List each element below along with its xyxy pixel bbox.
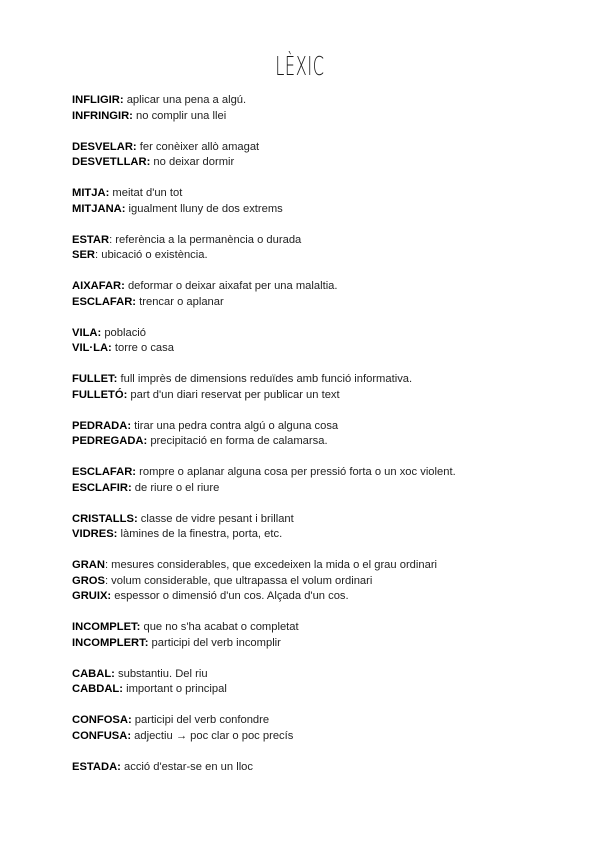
glossary-entry <box>72 558 582 574</box>
glossary-group <box>72 279 582 310</box>
entry-definition: : referència a la permanència o durada <box>109 233 302 246</box>
glossary-group <box>72 93 582 124</box>
glossary-group <box>72 233 582 264</box>
glossary-entry <box>72 574 582 590</box>
glossary-entry <box>72 202 582 218</box>
entry-definition: full imprès de dimensions reduïdes amb funció informativa. <box>117 373 413 385</box>
glossary-entry <box>72 93 582 109</box>
entry-definition: classe de vidre pesant i brillant <box>137 512 294 525</box>
entry-term: ESTADA: <box>72 760 121 773</box>
entry-term: VIL·LA: <box>72 342 112 354</box>
entry-term: GRAN <box>72 559 105 571</box>
entry-term: INFRINGIR: <box>72 109 133 122</box>
entry-term: CONFUSA: <box>72 729 132 742</box>
entry-definition: acció d'estar-se en un lloc <box>120 760 253 773</box>
glossary-group <box>72 419 582 450</box>
entry-term: INFLIGIR: <box>72 94 124 106</box>
glossary-group <box>72 512 582 543</box>
glossary-entry <box>72 465 582 481</box>
glossary-entry <box>72 682 582 698</box>
entry-term: DESVETLLAR: <box>72 156 151 168</box>
entry-term: DESVELAR: <box>72 140 137 153</box>
glossary-entry <box>72 372 582 388</box>
glossary-entry <box>72 419 582 435</box>
entry-term: GROS <box>72 574 105 587</box>
entry-definition: precipitació en forma de calamarsa. <box>147 435 328 447</box>
glossary-group <box>72 326 582 357</box>
entry-definition: fer conèixer allò amagat <box>136 140 260 153</box>
glossary-entry <box>72 109 582 125</box>
entry-definition: no complir una llei <box>132 109 227 122</box>
entry-definition: que no s'ha acabat o completat <box>140 621 299 633</box>
entry-term: AIXAFAR: <box>72 280 125 292</box>
entry-term: INCOMPLERT: <box>72 636 149 649</box>
entry-term: SER <box>72 249 96 261</box>
entry-term: MITJA: <box>72 187 110 199</box>
glossary-entry <box>72 434 582 450</box>
glossary-entry <box>72 155 582 171</box>
entry-definition: rompre o aplanar alguna cosa per pressió forta o un xoc violent. <box>136 466 456 478</box>
glossary-entry <box>72 589 582 605</box>
entry-definition: deformar o deixar aixafat per una malaltia. <box>124 280 338 292</box>
glossary-entry <box>72 140 582 156</box>
entry-definition: : mesures considerables, que excedeixen la mida o el grau ordinari <box>104 559 438 571</box>
glossary-entry <box>72 636 582 652</box>
entry-term: ESCLAFIR: <box>72 481 132 494</box>
entry-definition: no deixar dormir <box>150 156 235 168</box>
glossary-entry <box>72 667 582 683</box>
entry-term: CRISTALLS: <box>72 512 138 525</box>
entry-term: PEDRADA: <box>72 419 132 432</box>
entry-definition: meitat d'un tot <box>109 187 183 199</box>
glossary-group <box>72 760 582 776</box>
glossary-group <box>72 186 582 217</box>
glossary-entry <box>72 248 582 264</box>
entry-term: FULLETÓ: <box>72 388 128 401</box>
glossary-entry <box>72 279 582 295</box>
entry-term: CABAL: <box>72 667 115 680</box>
entry-definition: igualment lluny de dos extrems <box>125 202 283 215</box>
entry-term: CONFOSA: <box>72 714 132 726</box>
entry-definition: part d'un diari reservat per publicar un text <box>127 388 340 401</box>
entry-definition: : ubicació o existència. <box>95 249 208 261</box>
glossary-group <box>72 140 582 171</box>
glossary-entry <box>72 388 582 404</box>
glossary-group <box>72 667 582 698</box>
entry-term: FULLET: <box>72 373 118 385</box>
entry-term: GRUIX: <box>72 590 112 602</box>
entry-definition: important o principal <box>122 683 227 695</box>
entry-term: VIDRES: <box>72 528 118 540</box>
entry-definition: adjectiu → poc clar o poc precís <box>131 729 294 742</box>
glossary-entry <box>72 326 582 342</box>
entry-term: PEDREGADA: <box>72 435 148 447</box>
page-title: LÈXIC <box>275 52 325 82</box>
glossary-entry <box>72 729 582 745</box>
entry-definition: trencar o aplanar <box>136 295 224 308</box>
glossary-group <box>72 713 582 744</box>
entry-term: VILA: <box>72 326 102 339</box>
entry-definition: població <box>101 326 147 339</box>
glossary-entry <box>72 186 582 202</box>
glossary-entry <box>72 481 582 497</box>
entry-definition: tirar una pedra contra algú o alguna cosa <box>131 419 339 432</box>
entry-definition: de riure o el riure <box>131 481 220 494</box>
entry-definition: substantiu. Del riu <box>114 667 208 680</box>
entry-definition: participi del verb confondre <box>131 714 270 726</box>
glossary-group <box>72 620 582 651</box>
glossary-entry <box>72 620 582 636</box>
entry-term: ESCLAFAR: <box>72 295 137 308</box>
entry-term: ESCLAFAR: <box>72 466 137 478</box>
glossary-entry <box>72 713 582 729</box>
glossary-group <box>72 558 582 605</box>
glossary-group <box>72 465 582 496</box>
entry-term: CABDAL: <box>72 683 123 695</box>
entry-definition: torre o casa <box>111 342 174 354</box>
entry-definition: : volum considerable, que ultrapassa el volum ordinari <box>104 574 373 587</box>
glossary-group <box>72 372 582 403</box>
entry-definition: làmines de la finestra, porta, etc. <box>117 528 283 540</box>
entry-term: INCOMPLET: <box>72 621 141 633</box>
glossary-entry <box>72 760 582 776</box>
glossary-entry <box>72 295 582 311</box>
glossary <box>72 93 582 791</box>
entry-term: MITJANA: <box>72 202 126 215</box>
glossary-entry <box>72 512 582 528</box>
entry-definition: participi del verb incomplir <box>148 636 281 649</box>
glossary-entry <box>72 341 582 357</box>
glossary-entry <box>72 233 582 249</box>
entry-term: ESTAR <box>72 233 110 246</box>
entry-definition: espessor o dimensió d'un cos. Alçada d'un cos. <box>111 590 349 602</box>
entry-definition: aplicar una pena a algú. <box>123 94 247 106</box>
glossary-entry <box>72 527 582 543</box>
